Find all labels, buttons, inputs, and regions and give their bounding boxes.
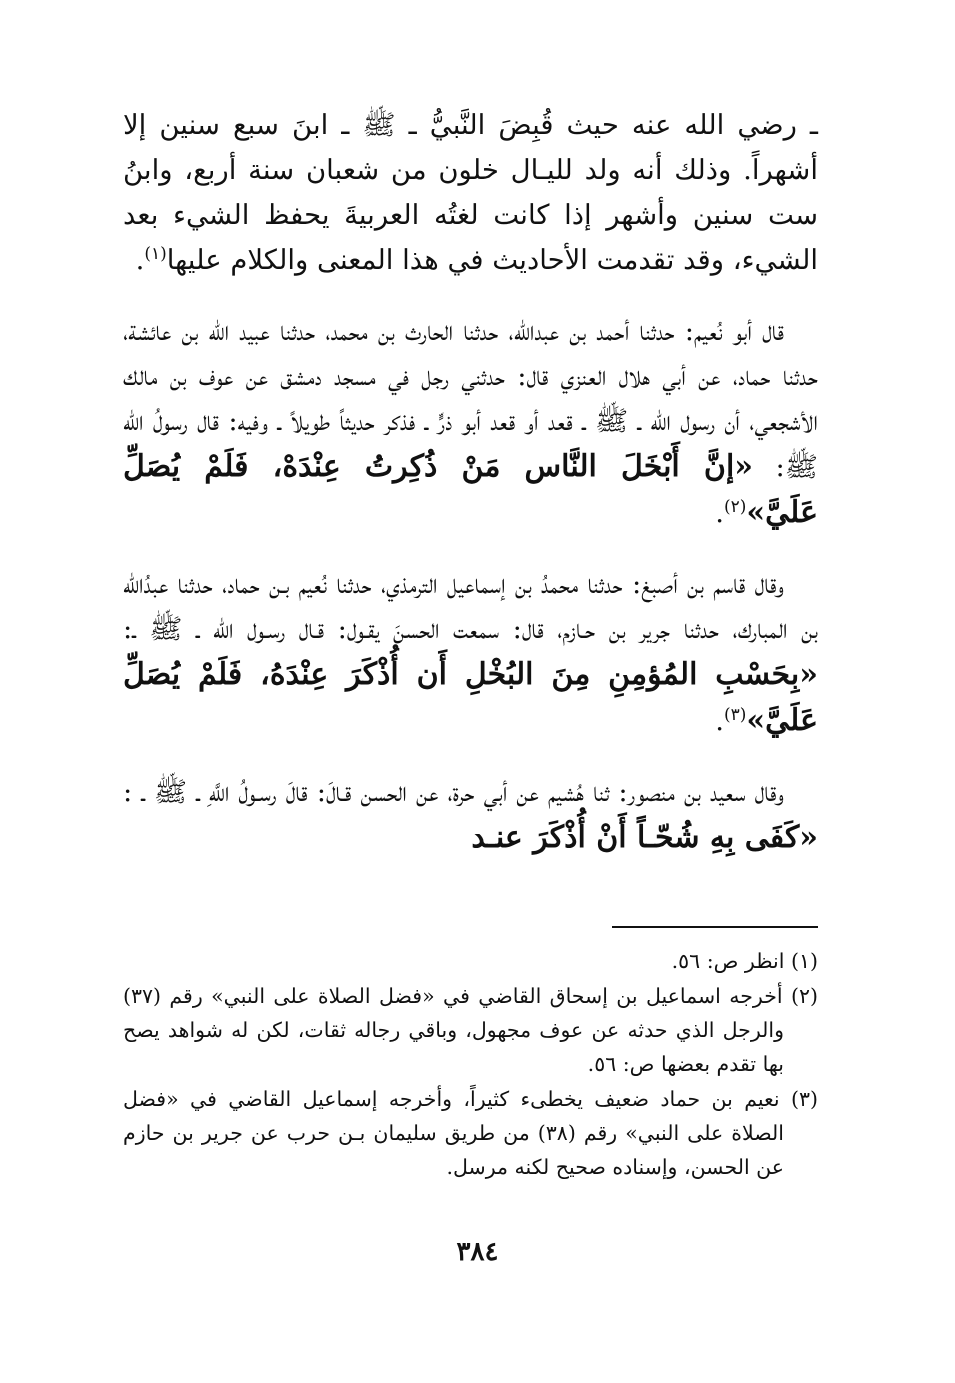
footnote-2 [123,979,818,1081]
hadith-quote-3: «كَفَى بِهِ شُحّـاً أَنْ أُذْكَرَ عنـد [471,820,818,855]
footnote-marker-3[interactable]: (٣) [723,704,747,725]
paragraph-2-text: قال أبو نُعيم: حدثنا أحمد بن عبدالله، حدثنا الحارث بن محمد، حدثنا عبيد الله بن عائشة، حدثنا حماد، عن أبي هلال العنزي قال: حدثني رجل في مسجد دمشق عن عوف بن مالك الأشجعي، أن رسول الله ـ ﷺ ـ قعد أو قعد أبو ذرٍّ ـ فذكر حديثاً طويلاً ـ وفيه: قال رسولُ الله ﷺ: [123,315,818,483]
paragraph-1-text: ـ رضي الله عنه حيث قُبِضَ النَّبيُّ ـ ﷺ ـ ابنَ سبع سنين إلا أشهراً. وذلك أنه ولد لليـال خلون من شعبان سنة أربع، وابنُ ست سنين وأشهر إذا كانت لغتُه العربيةَ يحفظ الشيء بعد الشيء، وقد تقدمت الأحاديث في هذا المعنى والكلام عليها [123,109,818,276]
footnotes [123,944,818,1185]
paragraph-4-text: وقال سعيد بن منصور: ثنا هُشيم عن أبي حرة، عن الحسن قـالَ: قالَ رسـولُ اللَّهِ ـ ﷺ ـ : [123,776,784,808]
paragraph-3 [123,562,818,744]
footnote-2-number: (٢) [790,984,818,1008]
paragraph-3-text: وقال قاسم بن أصبغ: حدثنا محمدُ بن إسماعيل الترمذي، حدثنا نُعيم بـن حماد، حدثنا عبدُالله بن المبارك، حدثنا جرير بن حـازم، قال: سمعت الحسنَ يقـول: قـال رسـول الله ـ ﷺ ـ: [123,568,818,645]
footnote-marker-2[interactable]: (٢) [723,496,747,517]
paragraph-1-end: . [135,244,145,276]
footnote-2-text: أخرجه اسماعيل بن إسحاق القاضي في «فضل الصلاة على النبي» رقم (٣٧) والرجل الذي حدثه عن عوف مجهول، وباقي رجاله ثقات، لكن له شواهد يصح بها تقدم بعضها ص: ٥٦. [123,984,784,1076]
paragraph-1 [123,103,818,283]
footnote-1 [123,944,818,978]
hadith-quote-1: «إنَّ أَبْخَلَ النَّاس مَنْ ذُكِرتُ عِنْدَهْ، فَلَمْ يُصَلِّ عَلَيَّ» [123,449,818,530]
footnote-3-number: (٣) [790,1087,818,1111]
footnote-1-number: (١) [790,949,818,973]
paragraph-2 [123,309,818,536]
hadith-quote-2: «بِحَسْبِ المُؤمِنِ مِنَ البُخْلِ أَن أُذْكَرَ عِنْدَهُ، فَلَمْ يُصَلِّ عَلَيَّ» [123,657,818,738]
main-text [123,103,818,887]
footnote-3-text: نعيم بن حماد ضعيف يخطىء كثيراً، وأخرجه إسماعيل القاضي في «فضل الصلاة على النبي» رقم (٣٨) من طريق سليمان بـن حرب عن جرير بن حازم عن الحسن، وإسناده صحيح لكنه مرسل. [123,1087,784,1179]
footnote-divider [612,926,818,928]
paragraph-2-end: . [715,497,724,529]
footnote-3 [123,1082,818,1184]
paragraph-3-end: . [715,705,724,737]
page-number: ٣٨٤ [456,1237,499,1267]
paragraph-4 [123,770,818,861]
footnote-marker-1[interactable]: (١) [144,243,167,264]
footnote-1-text: انظر ص: ٥٦. [671,949,785,973]
